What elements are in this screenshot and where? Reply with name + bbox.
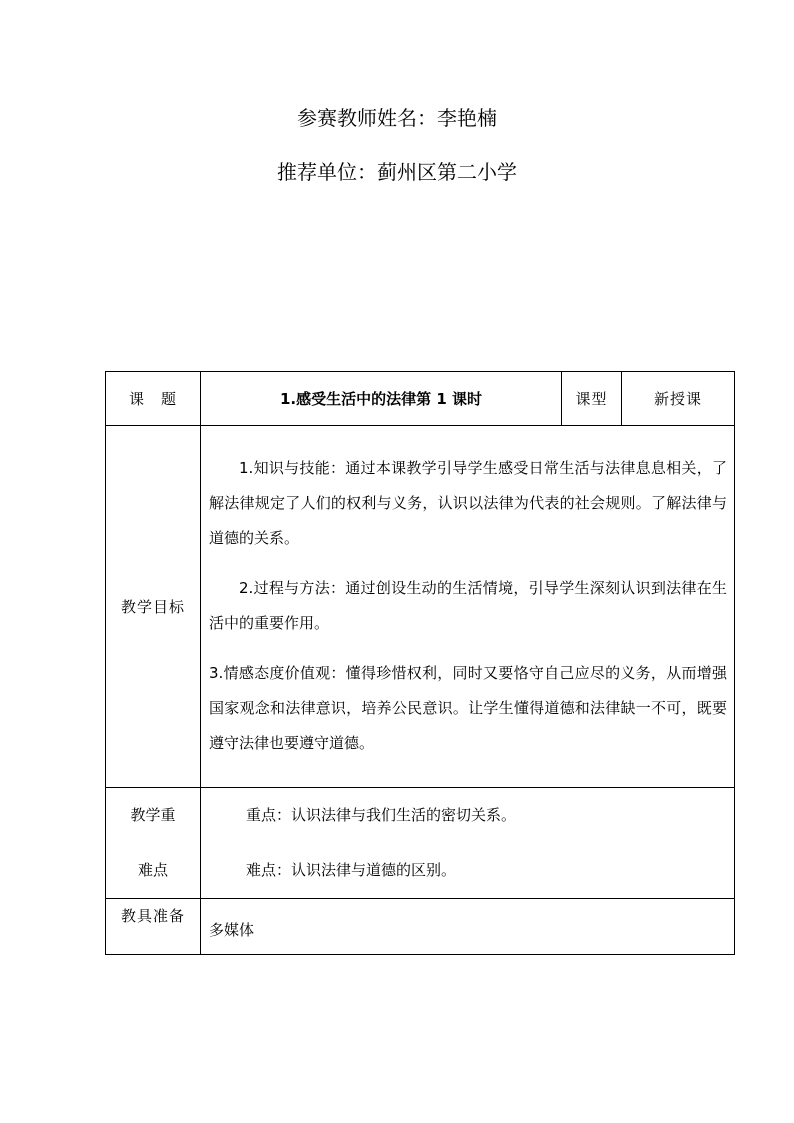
objective-knowledge: 1.知识与技能：通过本课教学引导学生感受日常生活与法律息息相关，了解法律规定了人们的权利与义务，认识以法律为代表的社会规则。了解法律与道德的关系。 [209,458,727,547]
lesson-title: 1.感受生活中的法律第 1 课时 [201,372,562,426]
key-points-label [106,788,201,899]
key-points-label-top: 教学重 [130,806,176,824]
recommending-unit: 推荐单位：蓟州区第二小学 [277,160,517,184]
row-objectives [106,426,735,788]
objective-values: 3.情感态度价值观：懂得珍惜权利，同时又要恪守自己应尽的义务，从而增强国家观念和法律意识，培养公民意识。让学生懂得道德和法律缺一不可，既要遵守法律也要遵守道德。 [209,663,727,752]
lesson-type-value: 新授课 [622,372,735,426]
tools-label: 教具准备 [106,899,201,955]
teacher-name: 参赛教师姓名：李艳楠 [297,106,497,130]
key-points-content [201,788,735,899]
key-points-label-bottom: 难点 [137,861,168,879]
topic-label: 课 题 [106,372,201,426]
row-tools [106,899,735,955]
objective-process: 2.过程与方法：通过创设生动的生活情境，引导学生深刻认识到法律在生活中的重要作用。 [209,578,727,632]
difficult-point: 难点：认识法律与道德的区别。 [246,861,457,879]
lesson-plan-table [105,371,735,955]
objectives-content [201,426,735,788]
tools-value: 多媒体 [201,899,735,955]
lesson-type-label: 课型 [562,372,622,426]
key-point: 重点：认识法律与我们生活的密切关系。 [246,806,517,824]
row-topic [106,372,735,426]
objectives-label: 教学目标 [106,426,201,788]
row-key-points [106,788,735,899]
